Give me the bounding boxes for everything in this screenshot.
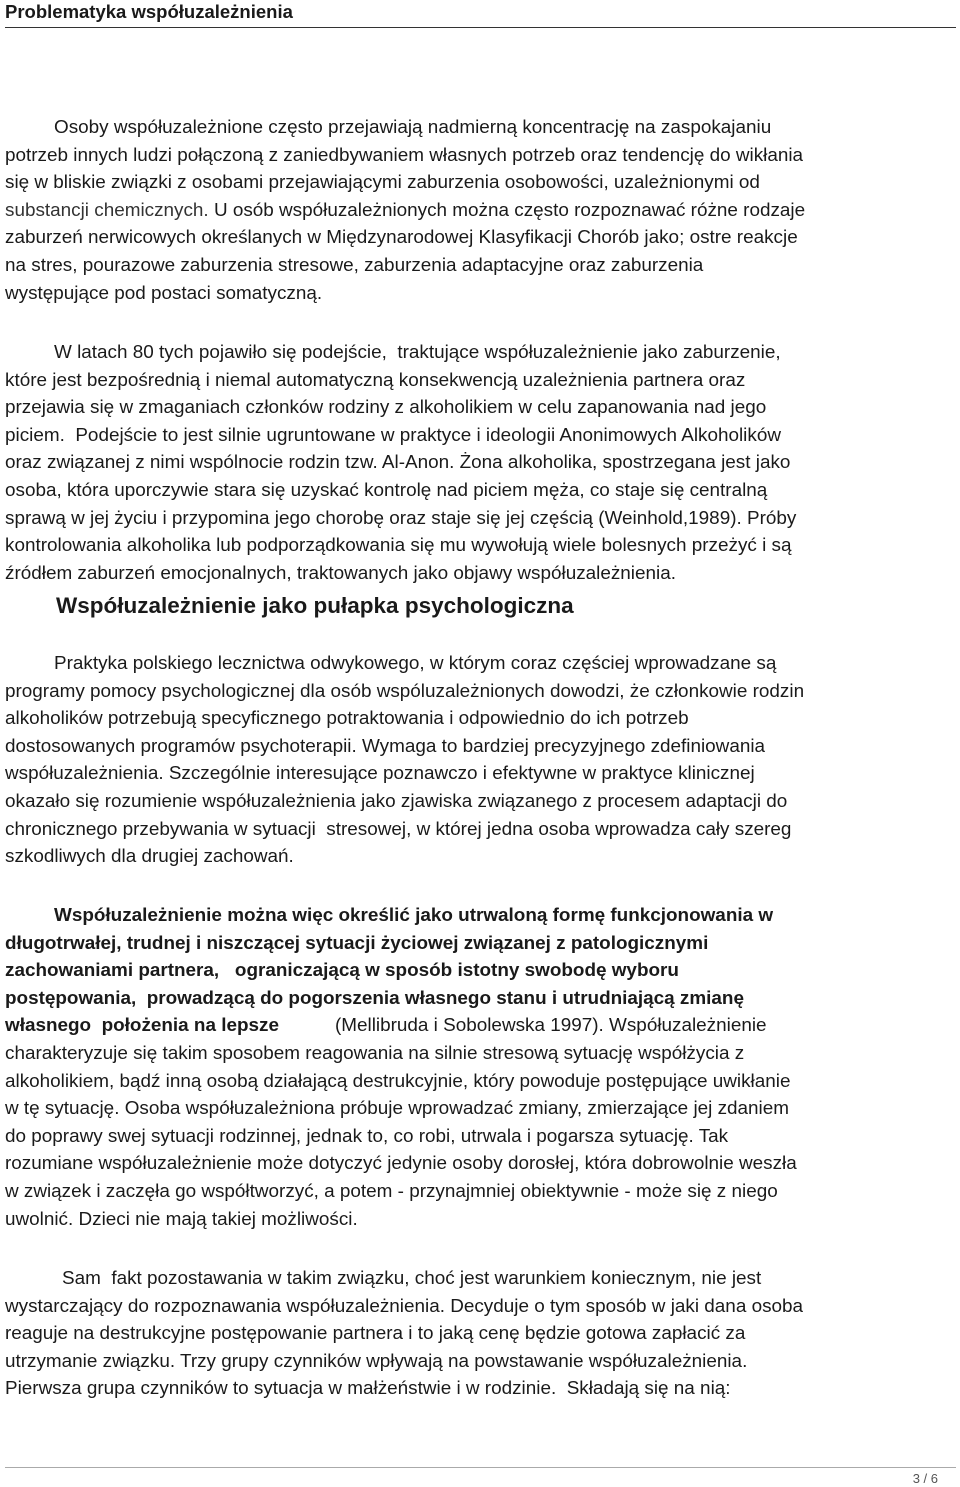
text-line: Praktyka polskiego lecznictwa odwykowego, w którym coraz częściej wprowadzane są [54, 653, 777, 674]
text-line: piciem. Podejście to jest silnie ugruntowane w praktyce i ideologii Anonimowych Alkoholików [5, 424, 781, 446]
text-line: szkodliwych dla drugiej zachowań. [5, 846, 294, 868]
text-line: dostosowanych programów psychoterapii. Wymaga to bardziej precyzyjnego zdefiniowania [5, 735, 766, 757]
text-line: wystarczający do rozpoznawania współuzależnienia. Decyduje o tym sposób w jaki dana osoba [5, 1295, 804, 1317]
text-line: kontrolowania alkoholika lub podporządkowania się mu wywołują wiele bolesnych przeżyć i są [5, 535, 792, 557]
text-line: do poprawy swej sytuacji rodzinnej, jednak to, co robi, utrwala i pogarsza sytuację. Tak [5, 1125, 729, 1147]
text-line [5, 197, 958, 225]
text-line: alkoholikiem, bądź inną osobą działającą destrukcyjnie, który powoduje postępujące uwikłanie [5, 1070, 791, 1092]
text-line: występujące pod postaci somatyczną. [5, 282, 323, 304]
bold-text-line: długotrwałej, trudnej i niszczącej sytuacji życiowej związanej z patologicznymi [5, 932, 709, 954]
text-line: się w bliskie związki z osobami przejawiającymi zaburzenia osobowości, uzależnionymi od [5, 172, 760, 194]
text-line: osoba, która uporczywie stara się uzyskać kontrolę nad piciem męża, co staje się centralną [5, 479, 768, 501]
page-number: 3 / 6 [912, 1471, 938, 1486]
text-line: potrzeb innych ludzi połączoną z zaniedbywaniem własnych potrzeb oraz tendencję do wikłania [5, 144, 804, 166]
text-line: na stres, pourazowe zaburzenia stresowe, zaburzenia adaptacyjne oraz zaburzenia [5, 254, 704, 276]
text-line: alkoholików potrzebują specyficznego potraktowania i odpowiednio do ich potrzeb [5, 708, 689, 730]
text-line: sprawą w jej życiu i przypomina jego chorobę oraz staje się jej częścią (Weinhold,1989). Próby [5, 507, 797, 529]
section-heading: Współuzależnienie jako pułapka psychologiczna [56, 593, 574, 618]
text-line: które jest bezpośrednią i niemal automatyczną konsekwencją uzależnienia partnera oraz [5, 369, 746, 391]
text-line: w związek i zaczęła go współtworzyć, a potem - przynajmniej obiektywnie - może się z niego [5, 1180, 778, 1202]
text-line: Pierwsza grupa czynników to sytuacja w małżeństwie i w rodzinie. Składają się na nią: [5, 1378, 731, 1400]
text-line: charakteryzuje się takim sposobem reagowania na silnie stresową sytuację współżycia z [5, 1042, 745, 1064]
text-line: chronicznego przebywania w sytuacji stresowej, w której jedna osoba wprowadza cały szereg [5, 818, 792, 840]
paragraph-4 [5, 902, 958, 1233]
text-line: współuzależnienia. Szczególnie interesujące poznawczo i efektywne w praktyce klinicznej [5, 763, 755, 785]
text-line: oraz związanej z nimi wspólnocie rodzin tzw. Al-Anon. Żona alkoholika, spostrzegana jest jako [5, 452, 791, 474]
text-line [5, 1012, 958, 1040]
text-line: utrzymanie związku. Trzy grupy czynników wpływają na powstawanie współuzależnienia. [5, 1350, 748, 1372]
text-line: uwolnić. Dzieci nie mają takiej możliwości. [5, 1208, 358, 1230]
footer-divider [5, 1467, 956, 1468]
paragraph-2 [5, 339, 958, 587]
text-line: W latach 80 tych pojawiło się podejście, traktujące współuzależnienie jako zaburzenie, [54, 342, 781, 363]
text-line: okazało się rozumienie współuzależnienia jako zjawiska związanego z procesem adaptacji do [5, 790, 788, 812]
text-line: programy pomocy psychologicznej dla osób wspóluzależnionych dowodzi, że członkowie rodzin [5, 680, 805, 702]
text-line: źródłem zaburzeń emocjonalnych, traktowanych jako objawy współuzależnienia. [5, 562, 676, 584]
text-line: zaburzeń nerwicowych określanych w Międzynarodowej Klasyfikacji Chorób jako; ostre reakcje [5, 227, 798, 249]
bold-text-segment: własnego położenia na lepsze [5, 1015, 279, 1037]
bold-text-line: Współuzależnienie można więc określić jako utrwaloną formę funkcjonowania w [54, 905, 774, 926]
paragraph-1 [5, 114, 958, 307]
text-segment: (Mellibruda i Sobolewska 1997). Współuzależnienie [334, 1015, 767, 1037]
text-segment: U osób współuzależnionych można często rozpoznawać różne rodzaje [213, 199, 806, 221]
bold-text-line: postępowania, prowadzącą do pogorszenia własnego stanu i utrudniającą zmianę [5, 987, 744, 1009]
text-line: Osoby współuzależnione często przejawiają nadmierną koncentrację na zaspokajaniu [54, 117, 772, 138]
paragraph-3 [5, 650, 958, 871]
text-line: reaguje na destrukcyjne postępowanie partnera i to jaką cenę będzie gotowa zapłacić za [5, 1323, 746, 1345]
text-segment: substancji chemicznych. [5, 199, 214, 221]
text-line: rozumiane współuzależnienie może dotyczyć jedynie osoby dorosłej, która dobrowolnie weszła [5, 1153, 797, 1175]
text-line: w tę sytuację. Osoba współuzależniona próbuje wprowadzać zmiany, zmierzające jej zdaniem [5, 1098, 789, 1120]
paragraph-5 [5, 1265, 958, 1403]
text-line: Sam fakt pozostawania w takim związku, choć jest warunkiem koniecznym, nie jest [62, 1268, 762, 1289]
header-divider [5, 27, 956, 28]
page-header-title: Problematyka współuzależnienia [5, 1, 293, 22]
text-line: przejawia się w zmaganiach członków rodziny z alkoholikiem w celu zapanowania nad jego [5, 397, 767, 419]
bold-text-line: zachowaniami partnera, ograniczającą w sposób istotny swobodę wyboru [5, 960, 679, 982]
